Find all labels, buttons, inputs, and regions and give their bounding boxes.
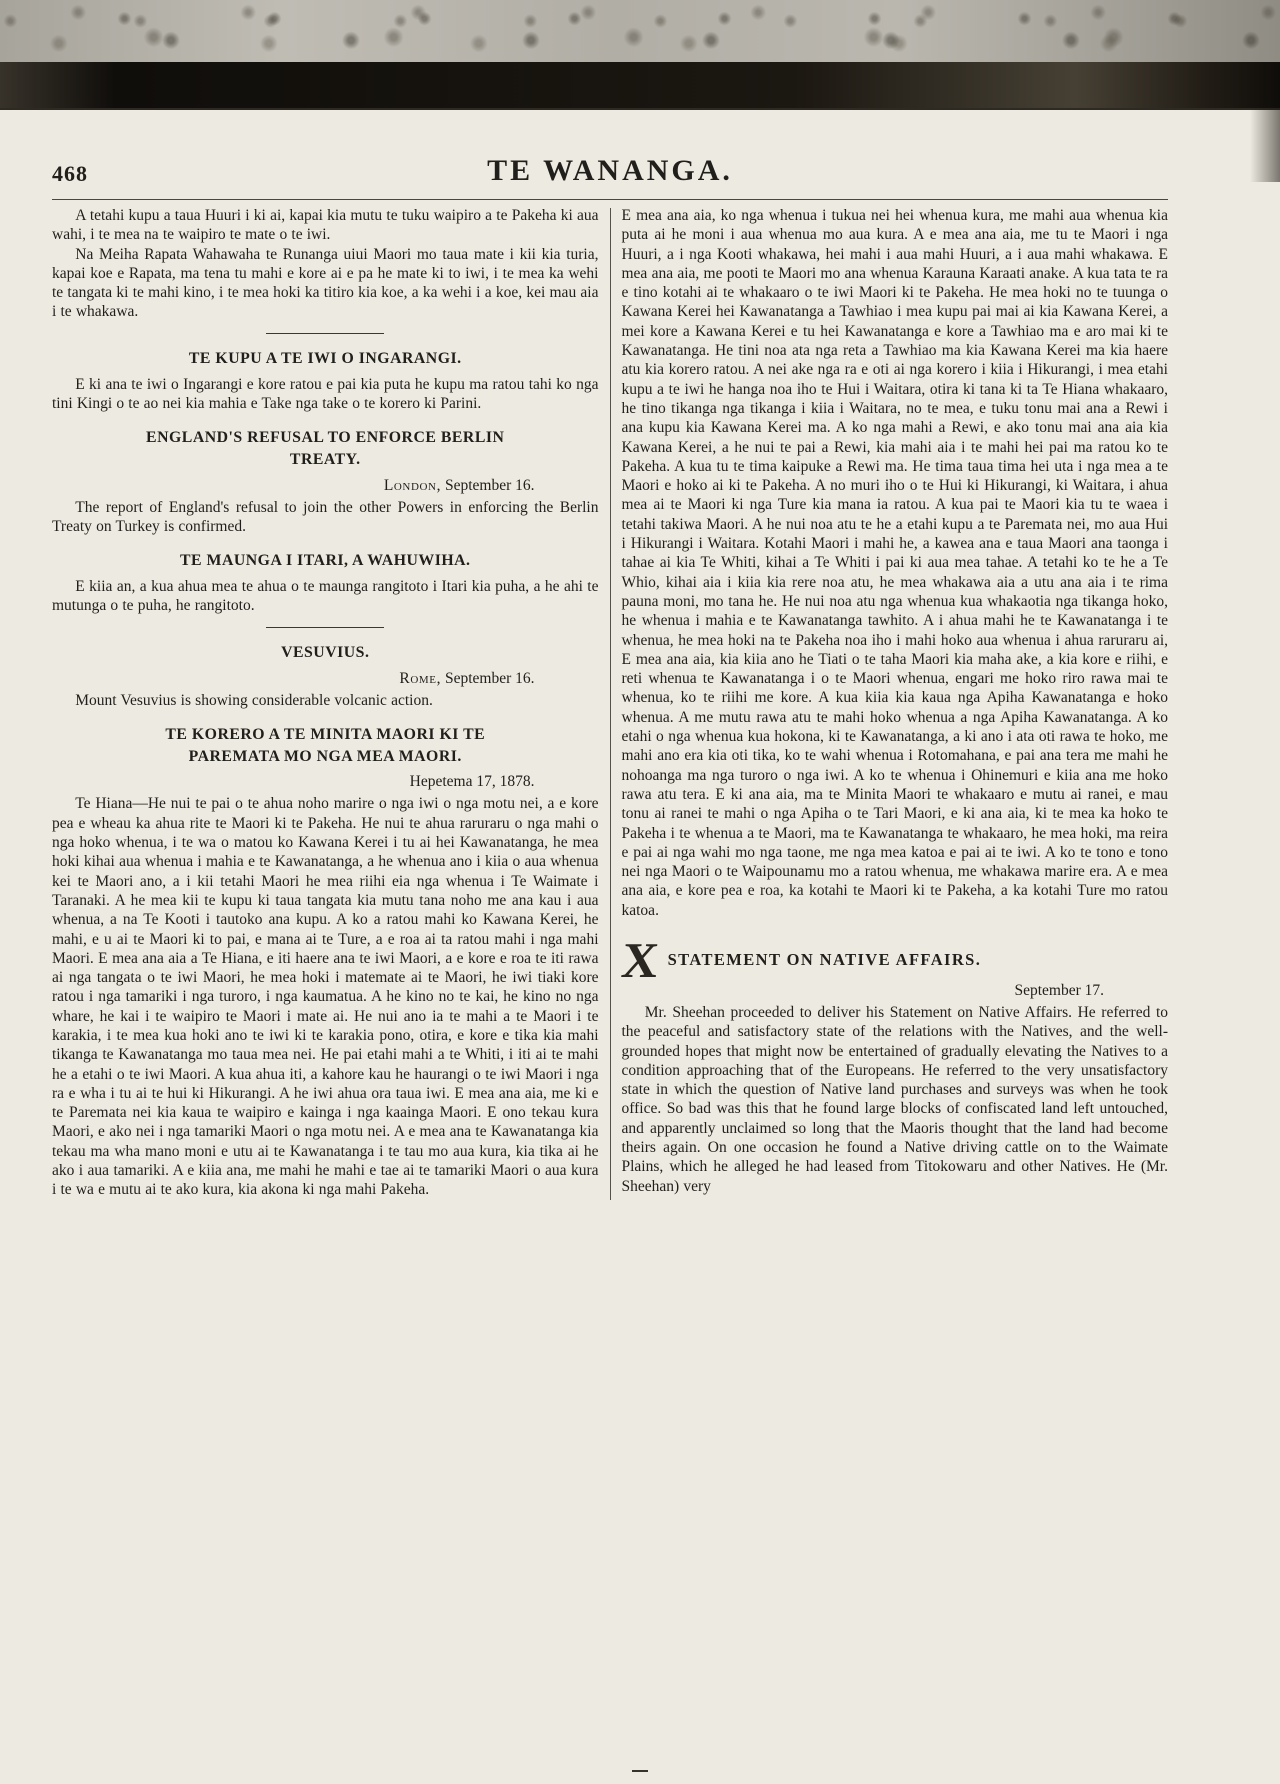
paragraph: E ki ana te iwi o Ingarangi e kore ratou e pai kia puta he kupu ma ratou tahi ko nga tini Kingi o te ao nei kia mahia e Take nga take o te korero ki Parini. — [52, 375, 599, 412]
columns-container — [0, 200, 1280, 1200]
dateline-place: London, — [383, 476, 442, 494]
dateline-date: September 16. — [441, 669, 535, 687]
paragraph: Na Meiha Rapata Wahawaha te Runanga uiui Maori mo taua mate i kii kia turia, kapai koe e Rapata, ma tena tu mahi e kore ai e pa he mate ki to iwi, i te mea ka wehi te tangata ki te mahi kino, i te mea hoki ka titiro kia koe, a ka wehi i a koe, kei mau aia i te whakawa. — [52, 245, 599, 321]
right-column — [618, 206, 1169, 1200]
paragraph: Mr. Sheehan proceeded to deliver his Statement on Native Affairs. He referred to the peaceful and satisfactory state of the relations with the Natives, and the well-grounded hopes that might now be entertained of gradually elevating the Natives to a condition approaching that of the Europeans. He referred to the very unsatisfactory state in which the question of Native land purchases and surveys was when he took office. So bad was this that he found large blocks of confiscated land left untouched, and apparently unclaimed so long that the Maoris thought that the land had become theirs again. On one occasion he found a Native driving cattle on to the Waimate Plains, which he alleged he had leased from Titokowaru and other Natives. He (Mr. Sheehan) very — [621, 1003, 1168, 1195]
dateline-date: Hepetema 17, 1878. — [409, 773, 535, 791]
section-heading: STATEMENT ON NATIVE AFFAIRS. — [667, 950, 982, 970]
dateline-date: September 17. — [1014, 981, 1104, 999]
dateline — [52, 772, 599, 791]
dateline-date: September 16. — [441, 476, 535, 494]
dateline — [52, 669, 599, 688]
scan-dark-band — [0, 62, 1280, 110]
section-heading: TE KORERO A TE MINITA MAORI KI TE PAREMATA MO NGA MEA MAORI. — [165, 725, 486, 765]
scan-top-texture — [0, 0, 1280, 62]
masthead-title: TE WANANGA. — [487, 154, 733, 187]
paragraph: E kiia an, a kua ahua mea te ahua o te maunga rangitoto i Itari kia puha, a he ahi te mutunga o te puha, he rangitoto. — [52, 578, 599, 615]
paragraph: Te Hiana—He nui te pai o te ahua noho marire o nga iwi o nga motu nei, a e kore pea e wheau ka ahua rite te Maori ki te Pakeha. He nui te ahua raruraru o nga mahi o nga hoko whenua, i te wa o matou ko Kawana Kerei i tu ai hei Kawanatanga, he mea hoki kihai aua whenua i mahia e te Kawanatanga, a he whenua ano i kiia o aua whenua kei te Maori ano, a i kii tetahi Maori he mea riihi eia nga whenua i Te Waimate i Taranaki. A he mea kii te kupu ki taua tangata kia mutu tana noho me ana kau i aua whenua, a na Te Kooti i tautoko ana kupu. A ko a ratou mahi ko Kawana Kerei, he mahi, e u ai te Maori ki to pai, e mana ai te Ture, a e roa ai ta ratou mahi i nga mahi Maori. E mea ana aia a Te Hiana, e iti haere ana te iwi Maori, a e kore e roa te iti rawa ai nga tangata o te iwi Maori, he mea hoki i matemate ai te Maori, he iwi tiaki kore ratou i nga tamariki i nga turoro, i nga kaumatua. A he kino no te kai, he kino no nga whare, he kai i te waipiro te Maori i mate ai. He nui ano ia te mahi a te Maori i te karakia, i te mea kua hoki ano te iwi ki te karakia pono, otira, e kore e tika kia mahi tikanga te Kawanatanga mo taua mea nei. He pai etahi mahi a te Whiti, i iti ai te mahi he a etahi o te iwi Maori. A kua ahua iti, a kahore kau he haurangi o te iwi Maori i nga ra e wha i tu ai te hui ki Hikurangi. A he iwi ahua ora taua iwi. E mea ana aia, me ki e te Paremata nei kia kaua te waipiro e kainga i nga kaainga Maori. E ono tekau kura Maori, e ako nei i nga tamariki Maori o nga motu nei. A e mea ana te Kawanatanga kia tekau ma wha mano moni e utu ai te Kawanatanga i te tau mo aua kura, kia tika ai he ako i aua tamariki. A e kiia ana, me mahi he mahi e tae ai te tamariki Maori o aua kura i te wa e mutu ai te ako kura, kia akona ki nga mahi Pakeha. — [52, 795, 599, 1199]
section-heading: VESUVIUS. — [281, 643, 370, 661]
section-korero-minita — [52, 724, 599, 1200]
section-heading: TE MAUNGA I ITARI, A WAHUWIHA. — [180, 552, 471, 570]
left-column — [52, 206, 599, 1200]
section-native-affairs — [618, 931, 1169, 1196]
section-divider-rule — [266, 627, 384, 628]
section-divider-rule — [266, 333, 384, 334]
section-ingarangi — [52, 348, 599, 413]
section-berlin-treaty — [52, 427, 599, 536]
section-vesuvius — [52, 642, 599, 710]
section-heading: TE KUPU A TE IWI O INGARANGI. — [188, 349, 462, 367]
dateline-place: Rome, — [399, 669, 442, 687]
page-number: 468 — [52, 161, 88, 186]
section-maunga-itari — [52, 550, 599, 615]
column-divider-rule — [610, 208, 611, 1200]
paragraph: A tetahi kupu a taua Huuri i ki ai, kapai kia mutu te tuku waipiro a te Pakeha ki aua wahi, i te mea na te waipiro te mate o te iwi. — [52, 207, 599, 244]
statement-heading-row — [618, 931, 1169, 988]
section-heading: ENGLAND'S REFUSAL TO ENFORCE BERLIN TREATY. — [146, 429, 505, 468]
bottom-page-mark — [632, 1770, 648, 1772]
paragraph-continuation: E mea ana aia, ko nga whenua i tukua nei hei whenua kura, me mahi aua whenua kia puta ai he moni i aua whenua mo aua kura. A e mea ana aia, me tu te Maori i nga Huuri, a i nga Kooti whakawa, hei mahi i aua mahi Huuri, a i aua mahi whakawa. E mea ana aia, me pooti te Maori mo ana whenua Karauna Karaati anake. A kua tata te ra e tino kotahi ai te whakaaro o te iwi Maori ki te Pakeha. He mea hoki no te tuunga o Kawana Kerei hei Kawanatanga a Tawhiao i mea kupu pai mai ai kia Kawana Kerei, a mei kore a Kawana Kerei e tu hei Kawanatanga e kore a Tawhiao ma e aro mai ki te Kawanatanga. He tini noa ata nga reta a Tawhiao ma kia Kawana Kerei ma kia haere atu kia korero ratou. A nei ake nga ra e oti ai nga korero i kiia i Hikurangi, i mea etahi kupu a te iwi he hanga noa iho te Hui i Waitara, otira ki tana ki ta Te Hiana whakaaro, he tino tikanga nga tikanga i kiia i Waitara, no te mea, e tuku tonu mai ana a Rewi i ana kupu kia Kawana Kerei ma. A ko nga mahi a Rewi, e ako tonu mai ana aia kia Kawana Kerei, a he nui te pai a Rewi, kia mahi aia i te mahi hei pai ma ratou ko te Pakeha. A kua tu te tima kaipuke a Rewi ma. He tima taua tima hei uta i nga mea a te Maori e hoko ai ki te Pakeha. A no muri iho o te Hui ki Hikurangi, ki Waitara, i ahua mea ai te Maori ki nga Ture kia mana ia ratou. A kua pai te Maori kia tu te waea i tetahi takiwa Maori. A he nui noa atu te he a etahi kupu a te Paremata nei, mo aua Hui i Hikurangi i Waitara. Kotahi Maori i mahi he, a kawea ana e taua Maori ana taonga i tahae ai kia Te Whiti, kihai a Te Whiti i pai ki aua mea tahae. A tetahi ko te he a Te Whio, kihai aia i kiia kia rere noa atu, he mea whakawa aia a utu ana aia i te rima pauna moni, mo tana he. He nui noa atu nga whenua kua whakaotia nga tikanga hoko, he whenua i mahia e te Kawanatanga tawhito. A i ahua mahi he te Kawanatanga i te whenua, he mea hoki na te Pakeha noa iho i mahi hoko aua whenua i ahua raruraru ai, E mea ana aia, kia kiia ano he Tiati o te taha Maori kia maha ake, a kia kore e riihi, e reti whenua te Kawanatanga i o te Maori whenua, engari me hoko riro rawa mai te whenua, ko te riihi me kore. A kua kiia kia kaua nga Apiha Kawanatanga e hoko whenua. A me mutu rawa atu te mahi hoko whenua a nga Apiha Kawanatanga. A ko etahi o nga whenua kua hokona, ki te Kawanatanga, a ki ano i ata oti rawa te hoko, me mahi ano era kia oti tika, ko te wahi whenua i Rotomahana, e pai ana tera me mahi he nohoanga ma nga turoro o nga iwi. A ko te whenua i Ohinemuri e kiia ana me hoko rawa atu tera. E ki ana aia, ma te Minita Maori te whakaaro e mutu ai ranei, e mau tonu ai ranei te mahi o nga Apiha o te Tari Maori, e ki ana aia, ki te mea ka hoko te Pakeha i te whenua a te Maori, ma te Kawanatanga te whakaaro, he mea hoki, ma reira e pai ai nga wahi mo nga taone, me nga mea katoa e pai ai te iwi. A ko te tono e tono nei nga Maori o te Waipounamu mo a ratou whenua, me whakawa marire era. A e mea ana aia, e kore pea e roa, ka kotahi te Maori ki te Pakeha, a ka kotahi Ture mo ratou katoa. — [621, 207, 1168, 919]
paragraph: Mount Vesuvius is showing considerable volcanic action. — [75, 691, 433, 709]
paragraph: The report of England's refusal to join the other Powers in enforcing the Berlin Treaty on Turkey is confirmed. — [52, 498, 599, 536]
page-header — [0, 110, 1280, 195]
dateline — [622, 981, 1169, 1000]
x-annotation-mark: X — [618, 931, 661, 988]
dateline — [52, 476, 599, 495]
